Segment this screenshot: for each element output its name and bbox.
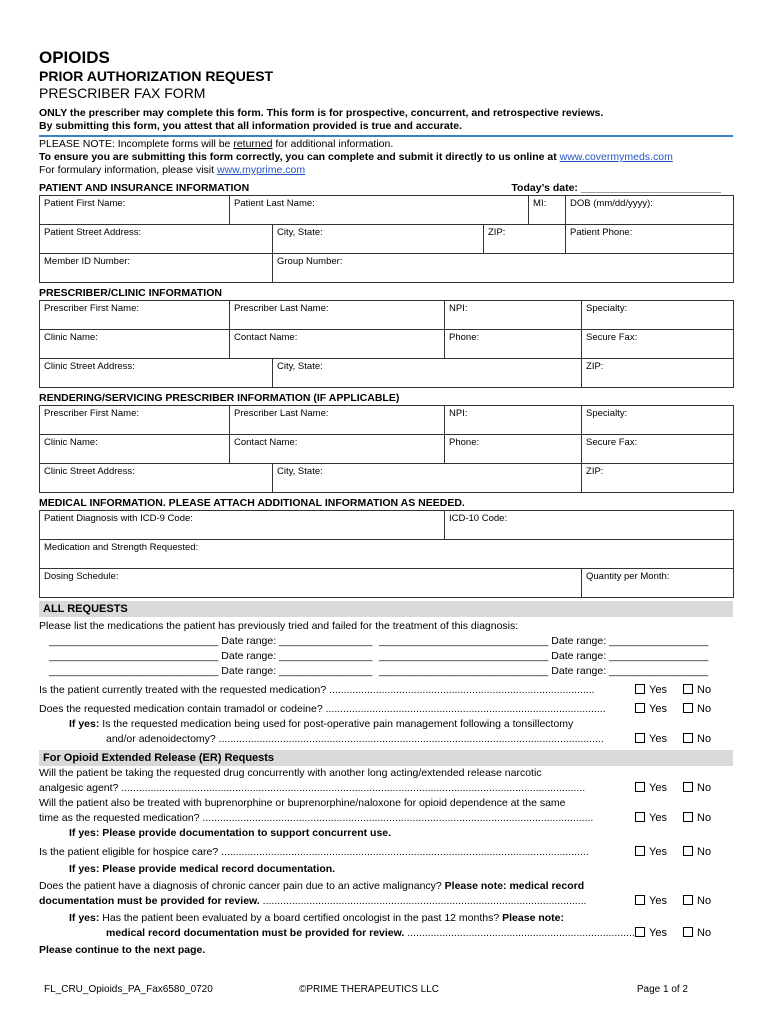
prescriber-zip-field[interactable]: ZIP: xyxy=(582,359,734,388)
form-id: FL_CRU_Opioids_PA_Fax6580_0720 xyxy=(44,984,213,995)
patient-table xyxy=(39,195,734,283)
patient-phone-field[interactable]: Patient Phone: xyxy=(566,225,734,254)
patient-zip-field[interactable]: ZIP: xyxy=(484,225,566,254)
formulary-text: For formulary information, please visit xyxy=(39,164,217,176)
rendering-specialty-field[interactable]: Specialty: xyxy=(582,406,734,435)
page-number: Page 1 of 2 xyxy=(636,984,688,995)
form-title: OPIOIDS xyxy=(39,48,110,67)
rendering-npi-field[interactable]: NPI: xyxy=(445,406,582,435)
yes-checkbox[interactable]: Yes xyxy=(635,683,683,698)
question-tramadol-codeine: Does the requested medication contain tramadol or codeine? ................................................................................................ Yes No xyxy=(39,702,733,717)
rendering-zip-field[interactable]: ZIP: xyxy=(582,464,734,493)
er-requests-heading: For Opioid Extended Release (ER) Requests xyxy=(39,750,733,766)
yes-no-options xyxy=(635,683,733,698)
rendering-first-name-field[interactable]: Prescriber First Name: xyxy=(40,406,230,435)
yes-no-options xyxy=(635,811,733,826)
rendering-last-name-field[interactable]: Prescriber Last Name: xyxy=(230,406,445,435)
no-checkbox[interactable]: No xyxy=(683,811,731,826)
continue-note: Please continue to the next page. xyxy=(39,944,206,956)
patient-mi-field[interactable]: MI: xyxy=(529,196,566,225)
intro-line-2: By submitting this form, you attest that all information provided is true and accurate. xyxy=(39,120,462,132)
no-checkbox[interactable]: No xyxy=(683,683,731,698)
intro-line-1: ONLY the prescriber may complete this form. This form is for prospective, concurrent, and retrospective reviews. xyxy=(39,107,604,119)
yes-no-options xyxy=(635,781,733,796)
dosing-field[interactable]: Dosing Schedule: xyxy=(40,569,582,598)
member-id-field[interactable]: Member ID Number: xyxy=(40,254,273,283)
patient-street-field[interactable]: Patient Street Address: xyxy=(40,225,273,254)
question-buprenorphine: Will the patient also be treated with buprenorphine or buprenorphine/naloxone for opioid dependence at the same time as the requested medication? ...................................................................................................................................... Yes No xyxy=(39,796,733,826)
yes-no-options xyxy=(635,845,733,860)
medical-table xyxy=(39,510,734,598)
rendering-clinic-field[interactable]: Clinic Name: xyxy=(40,435,230,464)
yes-checkbox[interactable]: Yes xyxy=(635,845,683,860)
myprime-link[interactable]: www.myprime.com xyxy=(216,164,306,176)
rendering-table xyxy=(39,405,734,493)
no-checkbox[interactable]: No xyxy=(683,702,731,717)
yes-checkbox[interactable]: Yes xyxy=(635,732,683,747)
no-checkbox[interactable]: No xyxy=(683,732,731,747)
prescriber-clinic-field[interactable]: Clinic Name: xyxy=(40,330,230,359)
todays-date-field[interactable]: Today’s date: ________________________ xyxy=(511,182,721,194)
date-row[interactable]: _____________________________ Date range: ________________ _____________________________ Date range: _________________ xyxy=(49,650,709,662)
date-row[interactable]: _____________________________ Date range: ________________ _____________________________ Date range: _________________ xyxy=(49,665,709,677)
form-subtitle: PRIOR AUTHORIZATION REQUEST xyxy=(39,68,274,84)
yes-checkbox[interactable]: Yes xyxy=(635,781,683,796)
no-checkbox[interactable]: No xyxy=(683,894,731,909)
no-checkbox[interactable]: No xyxy=(683,781,731,796)
prescriber-city-field[interactable]: City, State: xyxy=(273,359,582,388)
yes-checkbox[interactable]: Yes xyxy=(635,702,683,717)
medical-section-heading: MEDICAL INFORMATION. PLEASE ATTACH ADDITIONAL INFORMATION AS NEEDED. xyxy=(39,497,465,509)
prescriber-last-name-field[interactable]: Prescriber Last Name: xyxy=(230,301,445,330)
patient-section-heading: PATIENT AND INSURANCE INFORMATION Today’s date: ________________________ xyxy=(39,182,721,194)
patient-city-field[interactable]: City, State: xyxy=(273,225,484,254)
medical-doc-note: If yes: Please provide medical record documentation. xyxy=(69,863,336,875)
patient-first-name-field[interactable]: Patient First Name: xyxy=(40,196,230,225)
patient-last-name-field[interactable]: Patient Last Name: xyxy=(230,196,529,225)
rendering-section-heading: RENDERING/SERVICING PRESCRIBER INFORMATION (IF APPLICABLE) xyxy=(39,392,400,404)
question-hospice: Is the patient eligible for hospice care? .............................................................................................................................. Yes No xyxy=(39,845,733,860)
yes-no-options xyxy=(635,732,733,747)
rendering-contact-field[interactable]: Contact Name: xyxy=(230,435,445,464)
prescriber-specialty-field[interactable]: Specialty: xyxy=(582,301,734,330)
yes-checkbox[interactable]: Yes xyxy=(635,811,683,826)
yes-no-options xyxy=(635,702,733,717)
online-text: To ensure you are submitting this form correctly, you can complete and submit it directly to us online at xyxy=(39,151,560,163)
group-number-field[interactable]: Group Number: xyxy=(273,254,734,283)
concurrent-doc-note: If yes: Please provide documentation to support concurrent use. xyxy=(69,827,392,839)
form-page xyxy=(39,48,733,958)
prescriber-phone-field[interactable]: Phone: xyxy=(445,330,582,359)
intro-block xyxy=(39,107,733,177)
date-row[interactable]: _____________________________ Date range: ________________ _____________________________ Date range: _________________ xyxy=(49,635,709,647)
blue-divider xyxy=(39,135,733,137)
yes-no-options xyxy=(635,926,733,941)
question-concurrent-narcotic: Will the patient be taking the requested drug concurrently with another long acting/extended release narcotic analgesic agent? ............................................................................................................................................................... Yes No xyxy=(39,766,733,796)
no-checkbox[interactable]: No xyxy=(683,845,731,860)
covermymeds-link[interactable]: www.covermymeds.com xyxy=(559,151,673,163)
note-line: PLEASE NOTE: Incomplete forms will be returned for additional information. xyxy=(39,138,394,150)
rendering-city-field[interactable]: City, State: xyxy=(273,464,582,493)
icd10-field[interactable]: ICD-10 Code: xyxy=(445,511,734,540)
prescriber-npi-field[interactable]: NPI: xyxy=(445,301,582,330)
prescriber-first-name-field[interactable]: Prescriber First Name: xyxy=(40,301,230,330)
page-footer xyxy=(44,984,688,995)
yes-no-options xyxy=(635,894,733,909)
all-requests-heading: ALL REQUESTS xyxy=(39,601,733,617)
prescriber-fax-field[interactable]: Secure Fax: xyxy=(582,330,734,359)
question-oncologist: If yes: Has the patient been evaluated by a board certified oncologist in the past 12 months? Please note: medical record documentation must be provided for review. .............................................................................. Yes No xyxy=(39,911,733,941)
company-copyright: ©PRIME THERAPEUTICS LLC xyxy=(299,984,439,995)
question-current-treatment: Is the patient currently treated with the requested medication? ........................................................................................... Yes No xyxy=(39,683,733,698)
rendering-fax-field[interactable]: Secure Fax: xyxy=(582,435,734,464)
yes-checkbox[interactable]: Yes xyxy=(635,926,683,941)
form-type: PRESCRIBER FAX FORM xyxy=(39,85,206,101)
prescriber-table xyxy=(39,300,734,388)
yes-checkbox[interactable]: Yes xyxy=(635,894,683,909)
prescriber-contact-field[interactable]: Contact Name: xyxy=(230,330,445,359)
question-tonsillectomy: If yes: Is the requested medication being used for post-operative pain management following a tonsillectomy and/or adenoidectomy? .................................................................................................................................... Yes No xyxy=(39,717,733,747)
rendering-street-field[interactable]: Clinic Street Address: xyxy=(40,464,273,493)
prior-meds-prompt: Please list the medications the patient has previously tried and failed for the treatment of this diagnosis: xyxy=(39,620,519,632)
patient-dob-field[interactable]: DOB (mm/dd/yyyy): xyxy=(566,196,734,225)
prescriber-section-heading: PRESCRIBER/CLINIC INFORMATION xyxy=(39,287,222,299)
question-cancer-pain: Does the patient have a diagnosis of chronic cancer pain due to an active malignancy? Please note: medical record documentation must be provided for review. ............................................................................................................... Yes No xyxy=(39,879,733,909)
medication-field[interactable]: Medication and Strength Requested: xyxy=(40,540,734,569)
quantity-field[interactable]: Quantity per Month: xyxy=(582,569,734,598)
no-checkbox[interactable]: No xyxy=(683,926,731,941)
returned-text: returned xyxy=(233,138,273,150)
rendering-phone-field[interactable]: Phone: xyxy=(445,435,582,464)
diagnosis-field[interactable]: Patient Diagnosis with ICD-9 Code: xyxy=(40,511,445,540)
prescriber-street-field[interactable]: Clinic Street Address: xyxy=(40,359,273,388)
